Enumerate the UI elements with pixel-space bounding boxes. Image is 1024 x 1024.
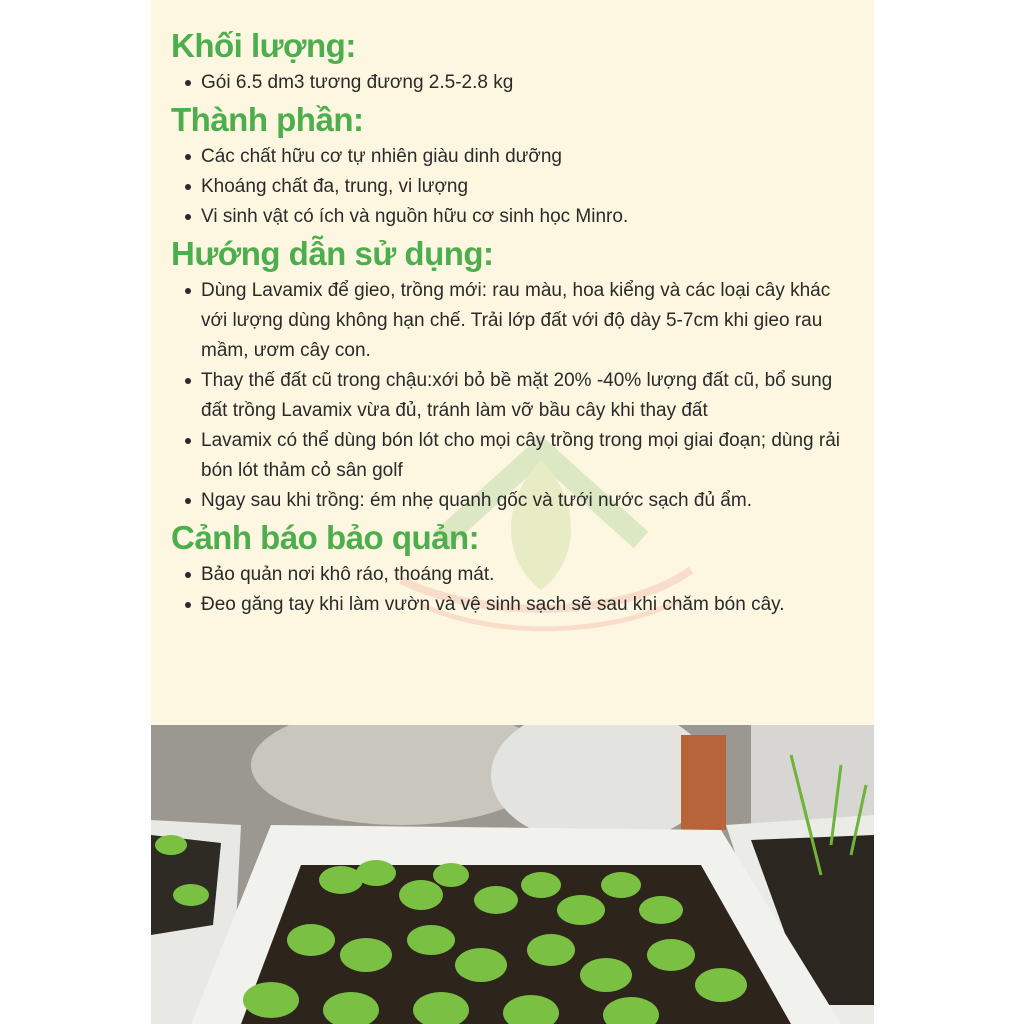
weight-list: [171, 68, 861, 98]
list-item: Bảo quản nơi khô ráo, thoáng mát.: [201, 560, 861, 590]
seedlings-photo: [151, 725, 874, 1024]
warning-heading: Cảnh báo bảo quản:: [171, 519, 480, 556]
composition-list: [171, 142, 861, 232]
product-info-page: [151, 0, 874, 1024]
list-item: Thay thế đất cũ trong chậu:xới bỏ bề mặt 20% -40% lượng đất cũ, bổ sung đất trồng Lavamix vừa đủ, tránh làm vỡ bầu cây khi thay đất: [201, 366, 861, 426]
list-item: Lavamix có thể dùng bón lót cho mọi cây trồng trong mọi giai đoạn; dùng rải bón lót thảm cỏ sân golf: [201, 426, 861, 486]
list-item: Khoáng chất đa, trung, vi lượng: [201, 172, 861, 202]
list-item: Dùng Lavamix để gieo, trồng mới: rau màu, hoa kiểng và các loại cây khác với lượng dùng không hạn chế. Trải lớp đất với độ dày 5-7cm khi gieo rau mầm, ươm cây con.: [201, 276, 861, 366]
warning-list: [171, 560, 861, 620]
list-item: Ngay sau khi trồng: ém nhẹ quanh gốc và tưới nước sạch đủ ẩm.: [201, 486, 861, 516]
list-item: Các chất hữu cơ tự nhiên giàu dinh dưỡng: [201, 142, 861, 172]
list-item: Đeo găng tay khi làm vườn và vệ sinh sạch sẽ sau khi chăm bón cây.: [201, 590, 861, 620]
usage-heading: Hướng dẫn sử dụng:: [171, 235, 494, 272]
list-item: Vi sinh vật có ích và nguồn hữu cơ sinh học Minro.: [201, 202, 861, 232]
product-details: [171, 24, 861, 620]
list-item: Gói 6.5 dm3 tương đương 2.5-2.8 kg: [201, 68, 861, 98]
weight-heading: Khối lượng:: [171, 27, 356, 64]
seedlings-in-foam-box-icon: [151, 725, 874, 1024]
composition-heading: Thành phần:: [171, 101, 364, 138]
usage-list: [171, 276, 861, 516]
